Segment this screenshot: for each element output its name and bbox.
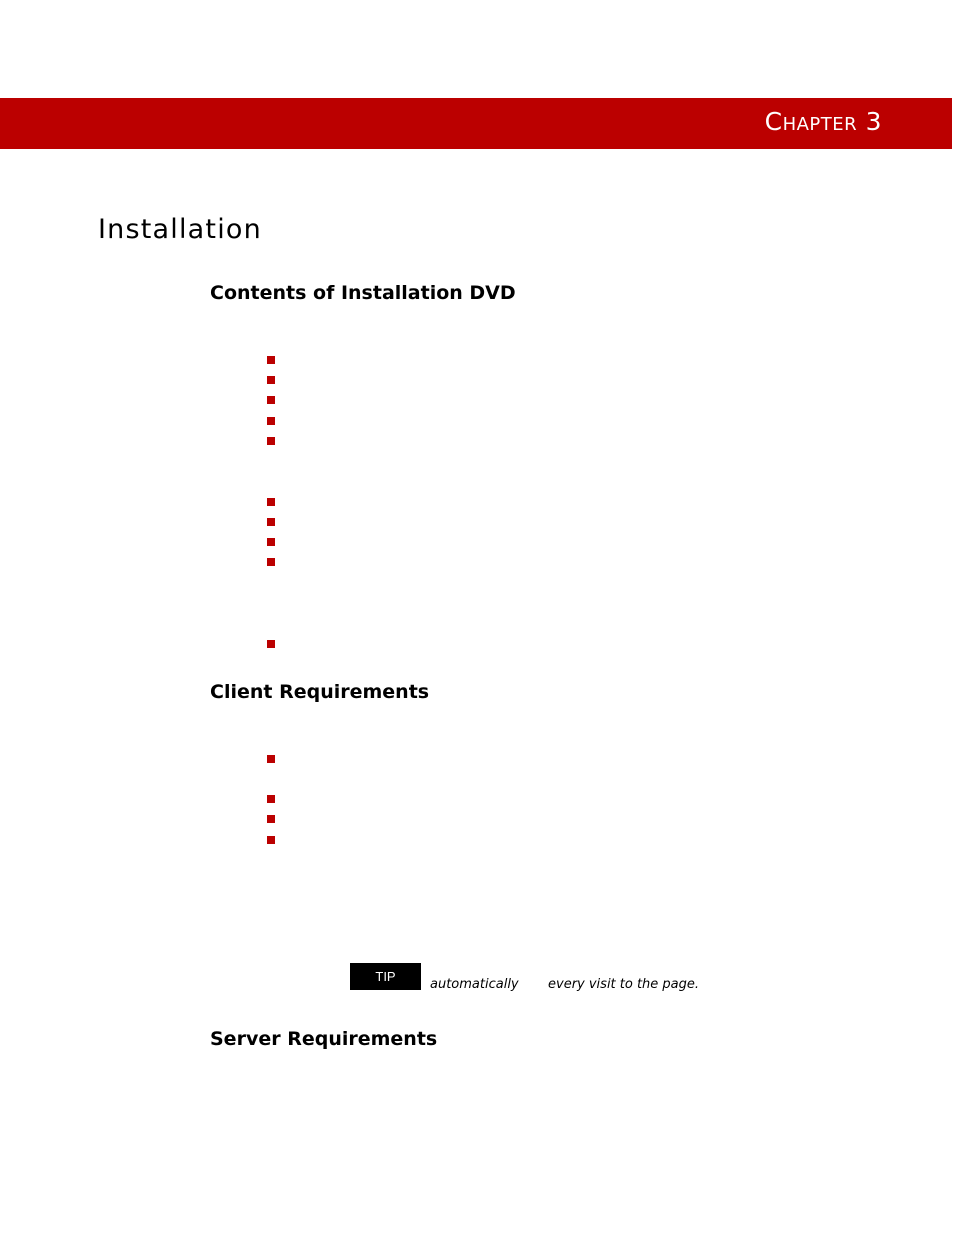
bullet-icon — [267, 836, 275, 844]
bullet-icon — [267, 498, 275, 506]
chapter-title: Installation — [98, 214, 262, 245]
section-heading-dvd-contents: Contents of Installation DVD — [210, 282, 516, 304]
bullet-icon — [267, 376, 275, 384]
bullet-icon — [267, 558, 275, 566]
chapter-label: Chapter 3 — [764, 107, 882, 136]
bullet-icon — [267, 396, 275, 404]
tip-text-every-visit: every visit to the page. — [548, 977, 700, 992]
bullet-icon — [267, 755, 275, 763]
bullet-icon — [267, 815, 275, 823]
bullet-icon — [267, 795, 275, 803]
bullet-icon — [267, 417, 275, 425]
bullet-icon — [267, 640, 275, 648]
bullet-icon — [267, 356, 275, 364]
bullet-icon — [267, 518, 275, 526]
tip-text-automatically: automatically — [430, 977, 519, 992]
chapter-banner — [0, 98, 952, 149]
section-heading-server-requirements: Server Requirements — [210, 1028, 438, 1050]
bullet-icon — [267, 538, 275, 546]
bullet-icon — [267, 437, 275, 445]
section-heading-client-requirements: Client Requirements — [210, 681, 430, 703]
tip-badge: TIP — [350, 963, 421, 990]
